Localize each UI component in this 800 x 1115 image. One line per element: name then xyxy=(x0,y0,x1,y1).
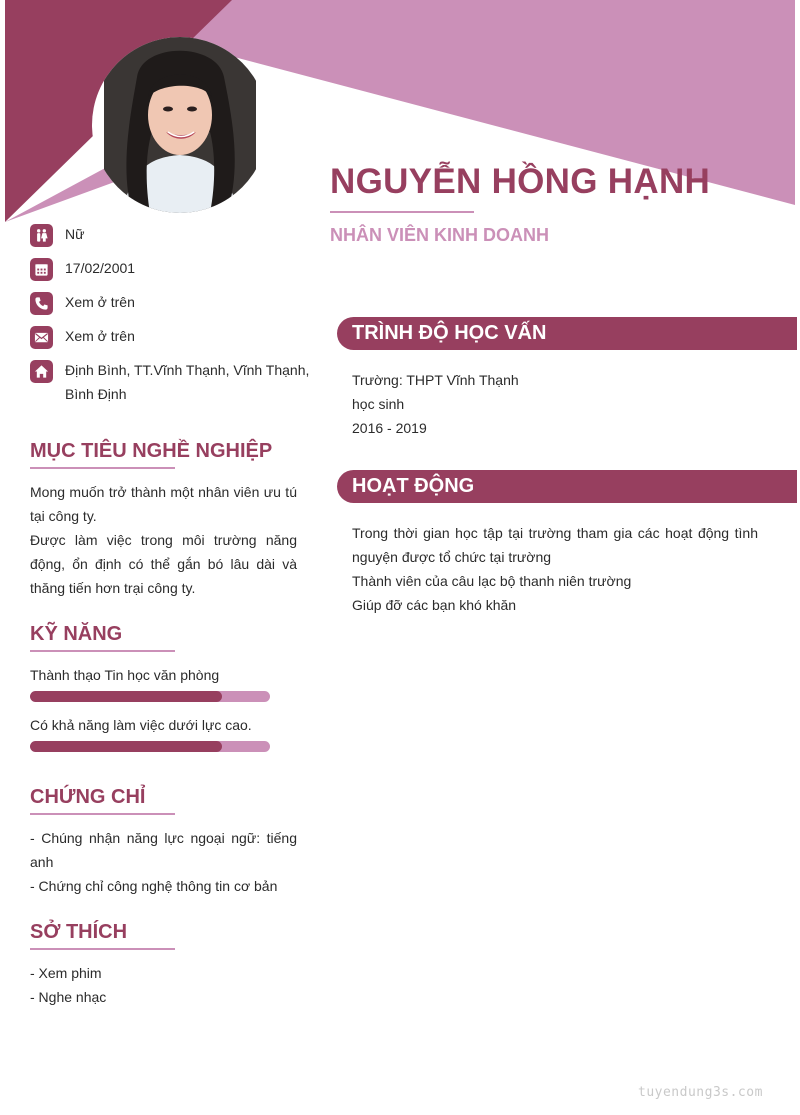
contact-phone xyxy=(30,290,310,314)
activity-line: Giúp đỡ các bạn khó khăn xyxy=(352,597,517,613)
education-header: TRÌNH ĐỘ HỌC VẤN xyxy=(337,317,797,350)
calendar-icon xyxy=(30,258,53,281)
contact-birthday xyxy=(30,256,310,280)
objective-line: Mong muốn trở thành một nhân viên ưu tú tại công ty. xyxy=(30,484,297,524)
profile-photo xyxy=(92,37,268,213)
certificates-underline xyxy=(30,813,175,815)
contact-gender-text: Nữ xyxy=(65,226,85,242)
hobbies-title: SỞ THÍCH xyxy=(30,921,128,943)
contact-list xyxy=(30,222,310,416)
skills-title: KỸ NĂNG xyxy=(30,623,123,645)
hobbies-text xyxy=(30,961,297,1009)
certificate-line: - Chứng chỉ công nghệ thông tin cơ bản xyxy=(30,878,278,894)
watermark: tuyendung3s.com xyxy=(638,1085,763,1100)
activities-header: HOẠT ĐỘNG xyxy=(337,470,797,503)
contact-email xyxy=(30,324,310,348)
objective-title: MỤC TIÊU NGHỀ NGHIỆP xyxy=(30,440,273,462)
certificates-title: CHỨNG CHỈ xyxy=(30,786,146,808)
activity-line: Thành viên của câu lạc bộ thanh niên trường xyxy=(352,573,632,589)
contact-email-text: Xem ở trên xyxy=(65,328,135,344)
candidate-name: NGUYỄN HỒNG HẠNH xyxy=(330,162,711,201)
activities-text xyxy=(352,521,758,617)
skill-bar-fill xyxy=(30,741,222,752)
hobby-line: - Xem phim xyxy=(30,965,102,981)
skill-bar xyxy=(30,691,270,702)
certificates-text xyxy=(30,826,297,898)
skill-bar xyxy=(30,741,270,752)
email-icon xyxy=(30,326,53,349)
contact-gender xyxy=(30,222,310,246)
contact-birthday-text: 17/02/2001 xyxy=(65,260,136,276)
job-title: NHÂN VIÊN KINH DOANH xyxy=(330,225,550,245)
phone-icon xyxy=(30,292,53,315)
contact-address xyxy=(30,358,310,406)
objective-line: Được làm việc trong môi trường năng động, ổn định có thể gắn bó lâu dài và thăng tiến hơn trại công ty. xyxy=(30,532,297,596)
hobbies-underline xyxy=(30,948,175,950)
name-underline xyxy=(330,211,474,213)
skills-underline xyxy=(30,650,175,652)
gender-icon xyxy=(30,224,53,247)
contact-phone-text: Xem ở trên xyxy=(65,294,135,310)
activity-line: Trong thời gian học tập tại trường tham gia các hoạt động tình nguyện được tổ chức tại trường xyxy=(352,525,758,565)
education-text xyxy=(352,368,758,440)
objective-text xyxy=(30,480,297,600)
home-icon xyxy=(30,360,53,383)
education-line: Trường: THPT Vĩnh Thạnh xyxy=(352,372,519,388)
education-line: học sinh xyxy=(352,396,405,412)
skill-bar-fill xyxy=(30,691,222,702)
hobby-line: - Nghe nhạc xyxy=(30,989,107,1005)
contact-address-text: Định Bình, TT.Vĩnh Thạnh, Vĩnh Thạnh, Bình Định xyxy=(65,362,310,402)
objective-underline xyxy=(30,467,175,469)
education-line: 2016 - 2019 xyxy=(352,420,427,436)
certificate-line: - Chúng nhận năng lực ngoại ngữ: tiếng anh xyxy=(30,830,297,870)
skill-label: Thành thạo Tin học văn phòng xyxy=(30,667,220,683)
skill-label: Có khả năng làm việc dưới lực cao. xyxy=(30,717,252,733)
